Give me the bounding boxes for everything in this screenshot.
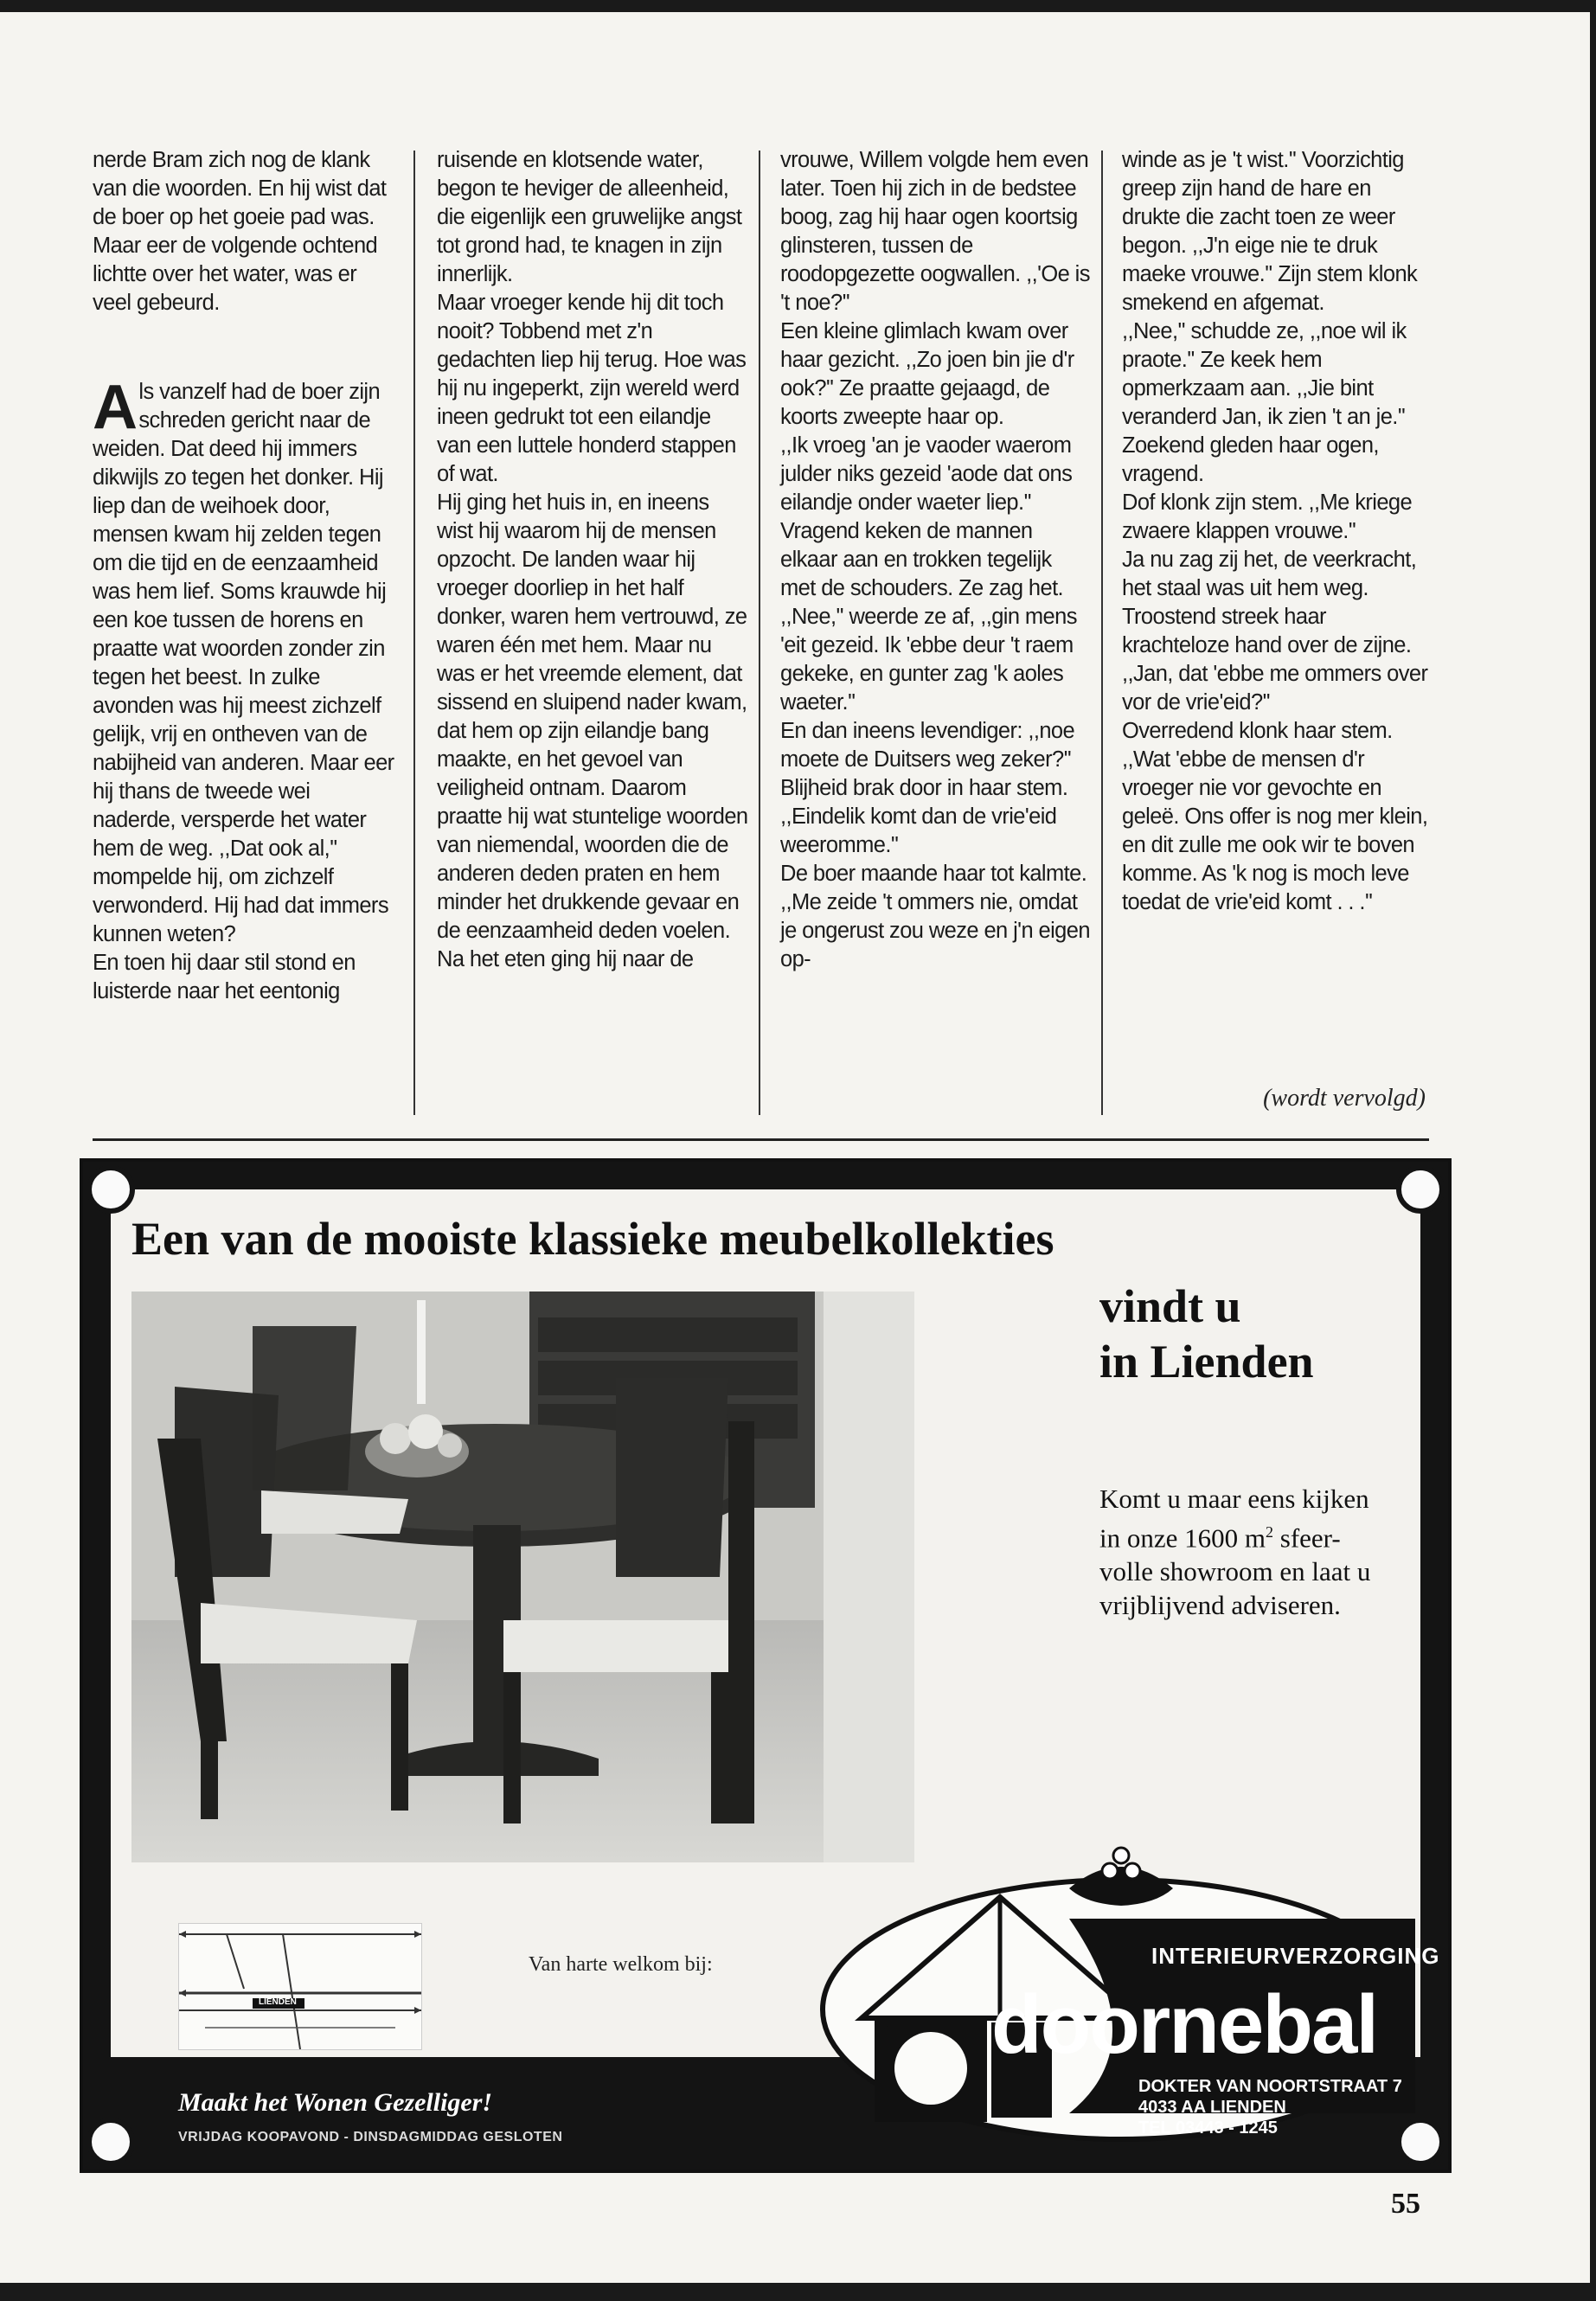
article-paragraph: Dof klonk zijn stem. ,,Me kriege zwaere klappen vrouwe.'': [1122, 490, 1413, 543]
article-paragraph: Maar vroeger kende hij dit toch nooit? Tobbend met z'n gedachten liep hij terug. Hoe was hij nu ingeperkt, zijn wereld werd ineen gedrukt tot een eilandje van een luttele honderd stappen of wat.: [437, 291, 747, 486]
article-column-3: [780, 146, 1092, 974]
furniture-photo: [131, 1292, 914, 1862]
article-paragraph: De boer maande haar tot kalmte. ,,Me zeide 't ommers nie, omdat je ongerust zou weze en j'n eigen op-: [780, 862, 1090, 971]
ad-subheadline: vindt u in Lienden: [1099, 1280, 1314, 1388]
address-tel: TEL 03443 - 1245: [1138, 2118, 1278, 2138]
logo-name: doornebal: [991, 1978, 1378, 2071]
ad-slogan: Maakt het Wonen Gezelliger!: [178, 2088, 493, 2117]
article-paragraph: Ja nu zag zij het, de veerkracht, het staal was uit hem weg. Troostend streek haar krachteloze hand over de zijne. ,,Jan, dat 'ebbe me ommers over vor de vrie'eid?'': [1122, 548, 1428, 715]
article-paragraph: En toen hij daar stil stond en luisterde naar het eentonig: [93, 951, 356, 1003]
article-paragraph: Vragend keken de mannen elkaar aan en trokken tegelijk met de schouders. Ze zag het. ,,Nee,'' weerde ze af, ,,gin mens 'eit gezeid. Ik 'ebbe deur 't raem gekeke, en gunter zag 'k aoles waeter.'': [780, 519, 1077, 715]
article-paragraph: Hij ging het huis in, en ineens wist hij waarom hij de mensen opzocht. De landen waar hij vroeger doorliep in het half donker, waren hem vertrouwd, ze waren één met hem. Maar nu was er het vreemde element, dat sissend en sluipend nader kwam, dat hem op zijn eilandje bang maakte, en het gevoel van veiligheid ontnam. Daarom praatte hij wat stuntelige woorden van niemendal, woorden die de anderen deden praten en hem minder het drukkende gevaar en de eenzaamheid deden voelen.: [437, 490, 748, 943]
ad-border-left: [83, 1162, 111, 2170]
address-street: DOKTER VAN NOORTSTRAAT 7: [1138, 2077, 1402, 2096]
article-paragraph: Overredend klonk haar stem. ,,Wat 'ebbe de mensen d'r vroeger nie vor gevochte en geleë. Ons offer is nog mer klein, en dit zulle me ook wir te boven komme. As 'k nog is moch leve toedat de vrie'eid komt . . .'': [1122, 719, 1428, 914]
article-paragraph: En dan ineens levendiger: ,,noe moete de Duitsers weg zeker?'' Blijheid brak door in haar stem. ,,Eindelik komt dan de vrie'eid weeromme.'': [780, 719, 1075, 857]
article-paragraph: Een kleine glimlach kwam over haar gezicht. ,,Zo joen bin jie d'r ook?'' Ze praatte gejaagd, de koorts zweepte haar op.: [780, 319, 1074, 429]
logo-tagline: INTERIEURVERZORGING: [1151, 1943, 1440, 1969]
location-map: [178, 1923, 422, 2050]
corner-ornament: [1396, 1165, 1445, 1214]
furniture-advertisement: [80, 1158, 1452, 2173]
article-paragraph: Na het eten ging hij naar de: [437, 947, 694, 971]
ad-body-copy: Komt u maar eens kijken in onze 1600 $m^2$ sfeer-volle showroom en laat u vrijblijvend adviseren.: [1099, 1484, 1371, 1621]
article-paragraph: Als vanzelf had de boer zijn schreden gericht naar de weiden. Dat deed hij immers dikwijls zo tegen het donker. Hij liep dan de weihoek door, mensen kwam hij zelden tegen om die tijd en de eenzaamheid was hem lief. Soms krauwde hij een koe tussen de horens en praatte wat woorden zonder zin tegen het beest. In zulke avonden was hij meest zichzelf gelijk, vrij en ontheven van de nabijheid van anderen. Maar eer hij thans de tweede wei naderde, versperde het water hem de weg. ,,Dat ook al,'' mompelde hij, om zichzelf verwonderd. Hij had dat immers kunnen weten?: [93, 373, 394, 946]
article-paragraph: vrouwe, Willem volgde hem even later. Toen hij zich in de bedstee boog, zag hij haar ogen koortsig glinsteren, tussen de roodopgezette oogwallen. ,,'Oe is 't noe?'': [780, 148, 1090, 315]
ad-headline: Een van de mooiste klassieke meubelkollekties: [131, 1213, 1054, 1265]
section-divider: [93, 1138, 1429, 1141]
address-city: 4033 AA LIENDEN: [1138, 2098, 1286, 2117]
corner-ornament: [87, 2118, 135, 2166]
column-divider: [413, 151, 415, 1115]
article-paragraph: ,,Nee,'' schudde ze, ,,noe wil ik praote.'' Ze keek hem opmerkzaam aan. ,,Jie bint veranderd Jan, ik zien 't an je.'' Zoekend gleden haar ogen, vragend.: [1122, 319, 1407, 486]
article-column-4: [1122, 146, 1433, 917]
welcome-text: Van harte welkom bij:: [529, 1953, 713, 1976]
article-paragraph: winde as je 't wist.'' Voorzichtig greep zijn hand de hare en drukte die zacht toen ze weer begon. ,,J'n eige nie te druk maeke vrouwe.'' Zijn stem klonk smekend en afgemat.: [1122, 148, 1418, 315]
column-divider: [759, 151, 760, 1115]
map-label: LIENDEN: [259, 1997, 297, 2007]
ad-border-right: [1420, 1162, 1448, 2170]
article-paragraph: nerde Bram zich nog de klank van die woorden. En hij wist dat de boer op het goeie pad was.: [93, 148, 387, 229]
ad-border-top: [83, 1162, 1448, 1189]
opening-hours: VRIJDAG KOOPAVOND - DINSDAGMIDDAG GESLOTEN: [178, 2130, 563, 2144]
drop-cap: A: [93, 373, 138, 442]
article-column-1: [93, 146, 395, 1006]
continued-note: (wordt vervolgd): [1263, 1085, 1426, 1112]
article-column-2: [437, 146, 748, 974]
article-paragraph: Maar eer de volgende ochtend lichtte over het water, was er veel gebeurd.: [93, 234, 378, 315]
doornebal-logo: [810, 1836, 1440, 2148]
corner-ornament: [87, 1165, 135, 1214]
article-paragraph: ,,Ik vroeg 'an je vaoder waerom julder niks gezeid 'aode dat ons eilandje onder waeter liep.'': [780, 433, 1073, 515]
page-number: 55: [1391, 2188, 1420, 2220]
article-paragraph: ruisende en klotsende water, begon te heviger de alleenheid, die eigenlijk een gruwelijke angst tot grond had, te knagen in zijn innerlijk.: [437, 148, 742, 286]
magazine-page: [0, 12, 1590, 2283]
column-divider: [1101, 151, 1103, 1115]
